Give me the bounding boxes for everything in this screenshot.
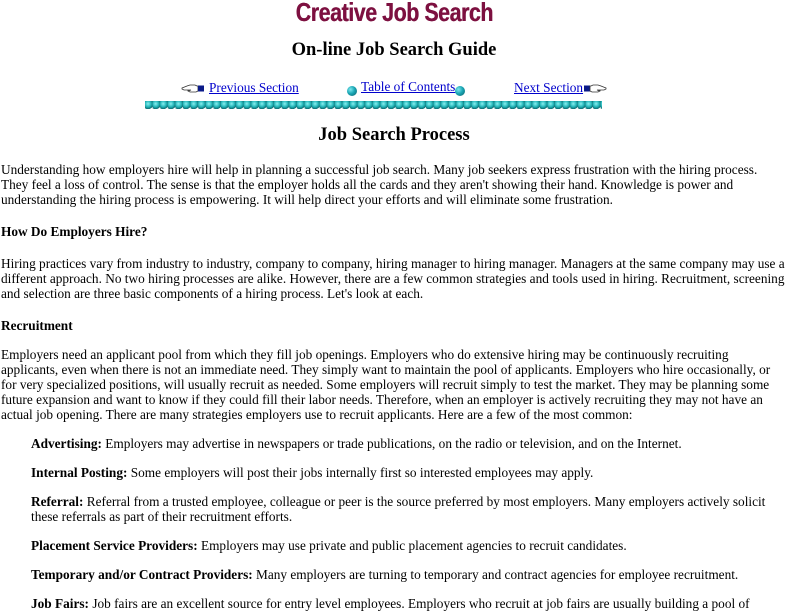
teal-ball-icon <box>455 86 465 96</box>
strategy-term: Job Fairs: <box>31 596 89 611</box>
strategy-term: Referral: <box>31 494 84 509</box>
logo-text: Creative Job Search <box>295 0 493 27</box>
strategy-item <box>31 465 787 480</box>
hiring-practices-paragraph: Hiring practices vary from industry to industry, company to company, hiring manager to hiring manager. Managers at the same company may use a different approach. No two hiring processes are alike. However, there are a few common strategies and tools used in hiring. Recruitment, screening and selection are three basic components of a hiring process. Let's look at each. <box>1 256 785 301</box>
strategy-item <box>31 436 787 451</box>
section-nav <box>0 78 788 98</box>
strategy-term: Placement Service Providers: <box>31 538 198 553</box>
strategy-text: Some employers will post their jobs internally first so interested employees may apply. <box>127 465 594 480</box>
strategy-term: Temporary and/or Contract Providers: <box>31 567 253 582</box>
previous-section-link[interactable]: Previous Section <box>209 80 299 95</box>
teal-ball-icon <box>347 86 357 96</box>
recruitment-heading: Recruitment <box>1 318 73 333</box>
strategy-item <box>31 538 787 553</box>
strategy-term: Advertising: <box>31 436 102 451</box>
strategy-item <box>31 567 787 582</box>
page-title: Job Search Process <box>318 125 470 145</box>
pointing-hand-left-icon[interactable] <box>181 84 205 93</box>
strategy-item <box>31 494 787 524</box>
strategy-text: Employers may use private and public placement agencies to recruit candidates. <box>197 538 627 553</box>
logo <box>0 0 788 39</box>
site-subtitle: On-line Job Search Guide <box>291 40 497 60</box>
table-of-contents-link[interactable]: Table of Contents <box>361 79 456 94</box>
strategy-text: Job fairs are an excellent source for entry level employees. Employers who recruit at job fairs are usually building a pool of <box>89 596 750 611</box>
strategy-item <box>31 596 787 611</box>
next-section-link[interactable]: Next Section <box>514 80 584 95</box>
strategy-text: Many employers are turning to temporary and contract agencies for employee recruitment. <box>252 567 739 582</box>
how-employers-hire-heading: How Do Employers Hire? <box>1 224 148 239</box>
strategy-text: Referral from a trusted employee, colleague or peer is the source preferred by most employers. Many employers actively solicit these referrals as part of their recruitment efforts. <box>31 494 766 524</box>
intro-paragraph: Understanding how employers hire will help in planning a successful job search. Many job seekers express frustration with the hiring process. They feel a loss of control. The sense is that the employer holds all the cards and they aren't showing their hand. Knowledge is power and understanding the hiring process is empowering. It will help direct your efforts and will eliminate some frustration. <box>1 162 758 207</box>
recruitment-strategies-list <box>31 436 787 611</box>
article-body <box>1 162 787 611</box>
recruitment-paragraph: Employers need an applicant pool from which they fill job openings. Employers who do extensive hiring may be continuously recruiting applicants, even when there is not an immediate need. They simply want to maintain the pool of applicants. Employers who hire occasionally, or for very specialized positions, will usually recruit as needed. Some employers will recruit simply to test the market. They may be planning some future expansion and want to know if they could fill their labor needs. Therefore, when an employer is actively recruiting they may not have an actual job opening. There are many strategies employers use to recruit applicants. Here are a few of the most common: <box>1 347 771 422</box>
strategy-term: Internal Posting: <box>31 465 128 480</box>
bead-divider <box>145 101 602 109</box>
strategy-text: Employers may advertise in newspapers or trade publications, on the radio or television, and on the Internet. <box>101 436 682 451</box>
pointing-hand-right-icon[interactable] <box>583 84 607 93</box>
